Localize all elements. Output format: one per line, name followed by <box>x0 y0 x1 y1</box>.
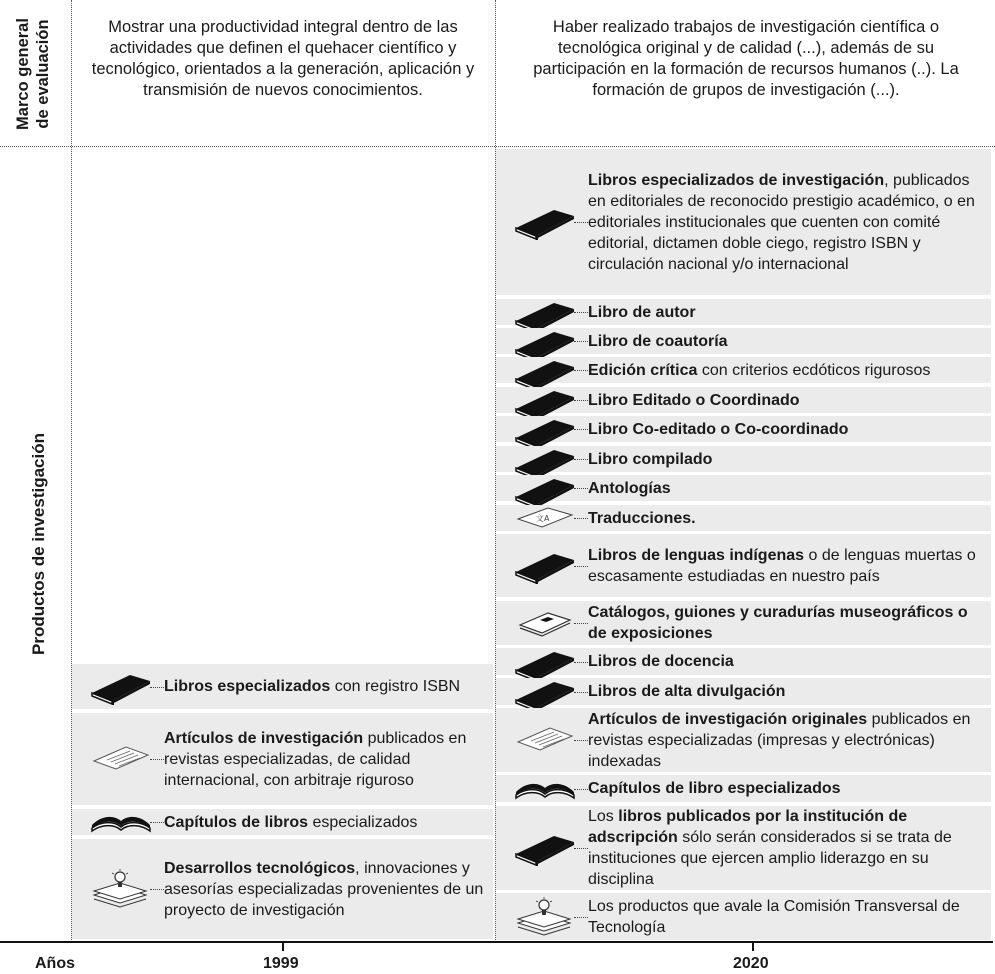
leader-line <box>150 687 164 688</box>
item-text-bold: Capítulos de libros <box>164 813 309 831</box>
item-text-bold: Libros especializados de investigación <box>588 171 885 189</box>
leader-line <box>574 789 588 790</box>
item-text-rest: publicados en revistas especializadas (impresas y electrónicas) indexadas <box>588 710 971 770</box>
closed-book-icon <box>514 206 576 245</box>
leader-line <box>574 566 588 567</box>
item-text-bold: Libro compilado <box>588 450 713 468</box>
item-text <box>164 676 489 697</box>
item-text <box>588 360 987 381</box>
item-text-bold: Libros de lenguas indígenas <box>588 546 805 564</box>
item-2020-item <box>496 534 991 597</box>
leader-line <box>574 400 588 401</box>
item-2020-item <box>496 601 991 645</box>
paper-sheet-icon <box>90 743 152 778</box>
item-1999-item <box>72 839 493 939</box>
item-text-bold: Artículos de investigación <box>164 729 364 747</box>
item-text-bold: Libro Editado o Coordinado <box>588 391 800 409</box>
item-1999-item <box>72 664 493 709</box>
item-text-bold: Artículos de investigación originales <box>588 710 868 728</box>
translation-icon <box>514 505 576 534</box>
item-text <box>588 545 987 587</box>
item-text <box>164 728 489 791</box>
item-text-pre: Los <box>588 808 619 825</box>
item-2020-item <box>496 678 991 705</box>
row-label-marco <box>13 0 57 149</box>
item-text-bold: Libro Co-editado o Co-coordinado <box>588 420 849 438</box>
lightbulb-stack-icon <box>90 869 152 914</box>
item-2020-item <box>496 648 991 675</box>
header-divider <box>0 146 995 147</box>
item-2020-item <box>496 775 991 802</box>
row-label-productos: Productos de investigación <box>29 433 48 655</box>
closed-book-icon <box>514 550 576 589</box>
item-text-bold: Desarrollos tecnológicos <box>164 859 356 877</box>
axis-year-1999: 1999 <box>263 955 299 972</box>
item-text-rest: , publicados en editoriales de reconocido prestigio académico, o en editoriales institucionales que cuenten con comité editorial, dictamen doble ciego, registro ISBN y circulación nacional y/o internacional <box>588 171 975 273</box>
item-1999-item <box>72 713 493 805</box>
leader-line <box>574 459 588 460</box>
leader-line <box>574 917 588 918</box>
header-2020: Haber realizado trabajos de investigación científica o tecnológica original y de calidad (...), además de su participación en la formación de recursos humanos (..). La formación de grupos de investigación (...). <box>533 18 959 99</box>
item-text <box>588 419 987 440</box>
tick-1999 <box>282 942 284 951</box>
item-text-bold: Libros de alta divulgación <box>588 683 786 700</box>
leader-line <box>150 889 164 890</box>
leader-line <box>574 623 588 624</box>
item-text <box>164 858 489 921</box>
item-text <box>588 508 987 529</box>
item-text-rest: con registro ISBN <box>330 678 461 695</box>
item-text <box>588 390 987 411</box>
item-text <box>588 602 987 644</box>
open-book-icon <box>90 809 152 840</box>
item-text-rest: con criterios ecdóticos rigurosos <box>697 361 931 379</box>
item-2020-item <box>496 328 991 354</box>
leader-line <box>574 312 588 313</box>
leader-line <box>574 740 588 741</box>
leader-line <box>574 518 588 519</box>
item-text-bold: Antologías <box>588 479 671 497</box>
item-2020-item <box>496 416 991 442</box>
leader-line <box>574 848 588 849</box>
item-2020-item <box>496 475 991 501</box>
open-book-icon <box>514 776 576 807</box>
leader-line <box>574 429 588 430</box>
header-1999: Mostrar una productividad integral dentro de las actividades que definen el quehacer científico y tecnológico, orientados a la generación, aplicación y transmisión de nuevos conocimientos. <box>91 18 475 99</box>
paper-sheet-icon <box>514 724 576 759</box>
item-2020-item <box>496 806 991 890</box>
item-text <box>588 331 987 352</box>
axis-year-2020: 2020 <box>733 955 769 972</box>
item-text <box>588 806 987 890</box>
item-2020-item <box>496 505 991 531</box>
item-text <box>588 709 987 772</box>
item-text-rest: , innovaciones y asesorías especializadas provenientes de un proyecto de investigación <box>164 859 484 919</box>
leader-line <box>574 692 588 693</box>
item-text-bold: Capítulos de libro especializados <box>588 780 841 797</box>
item-text <box>588 896 987 938</box>
item-2020-item <box>496 299 991 325</box>
item-2020-item <box>496 149 991 295</box>
baseline-axis <box>0 941 993 943</box>
item-text-rest: especializados <box>308 813 418 831</box>
item-text <box>588 651 987 672</box>
row-label-marco-line1: Marco general <box>14 18 32 130</box>
item-text-bold: Libros especializados <box>164 678 331 695</box>
item-text-bold: Libro de coautoría <box>588 332 728 350</box>
tick-2020 <box>752 942 754 951</box>
closed-book-icon <box>90 671 152 710</box>
lightbulb-stack-icon <box>514 897 576 942</box>
item-2020-item <box>496 708 991 772</box>
item-text <box>588 478 987 499</box>
item-text-rest: o de lenguas muertas o escasamente estudiadas en nuestro país <box>588 546 976 585</box>
item-text <box>164 812 489 833</box>
item-2020-item <box>496 893 991 940</box>
item-text-bold: Edición crítica <box>588 361 698 379</box>
row-label-marco-line2: de evaluación <box>34 19 52 129</box>
item-text <box>588 681 987 702</box>
leader-line <box>574 662 588 663</box>
item-text <box>588 170 987 275</box>
leader-line <box>574 341 588 342</box>
item-text-rest: sólo serán considerados si se trata de instituciones que ejercen amplio liderazgo en su disciplina <box>588 829 952 888</box>
item-text <box>588 778 987 799</box>
item-text-rest: publicados en revistas especializadas, de calidad internacional, con arbitraje riguroso <box>164 729 467 789</box>
leader-line <box>150 822 164 823</box>
svg-text:文A: 文A <box>536 514 550 523</box>
leader-line <box>574 488 588 489</box>
item-text-bold: Libros de docencia <box>588 653 734 670</box>
item-text-rest: Los productos que avale la Comisión Transversal de Tecnología <box>588 897 960 936</box>
item-text-bold: Traducciones. <box>588 509 696 527</box>
item-2020-item <box>496 446 991 472</box>
item-2020-item <box>496 387 991 413</box>
leader-line <box>574 222 588 223</box>
item-1999-item <box>72 809 493 835</box>
item-text <box>588 449 987 470</box>
item-2020-item <box>496 357 991 383</box>
item-text-bold: Catálogos, guiones y curadurías museográficos o de exposiciones <box>588 604 968 642</box>
axis-label: Años <box>35 955 75 972</box>
item-text-bold: libros publicados por la institución de adscripción <box>588 808 908 846</box>
leader-line <box>150 759 164 760</box>
leader-line <box>574 370 588 371</box>
catalog-icon <box>514 607 576 644</box>
closed-book-icon <box>514 832 576 871</box>
item-text-bold: Libro de autor <box>588 303 696 321</box>
item-text <box>588 302 987 323</box>
